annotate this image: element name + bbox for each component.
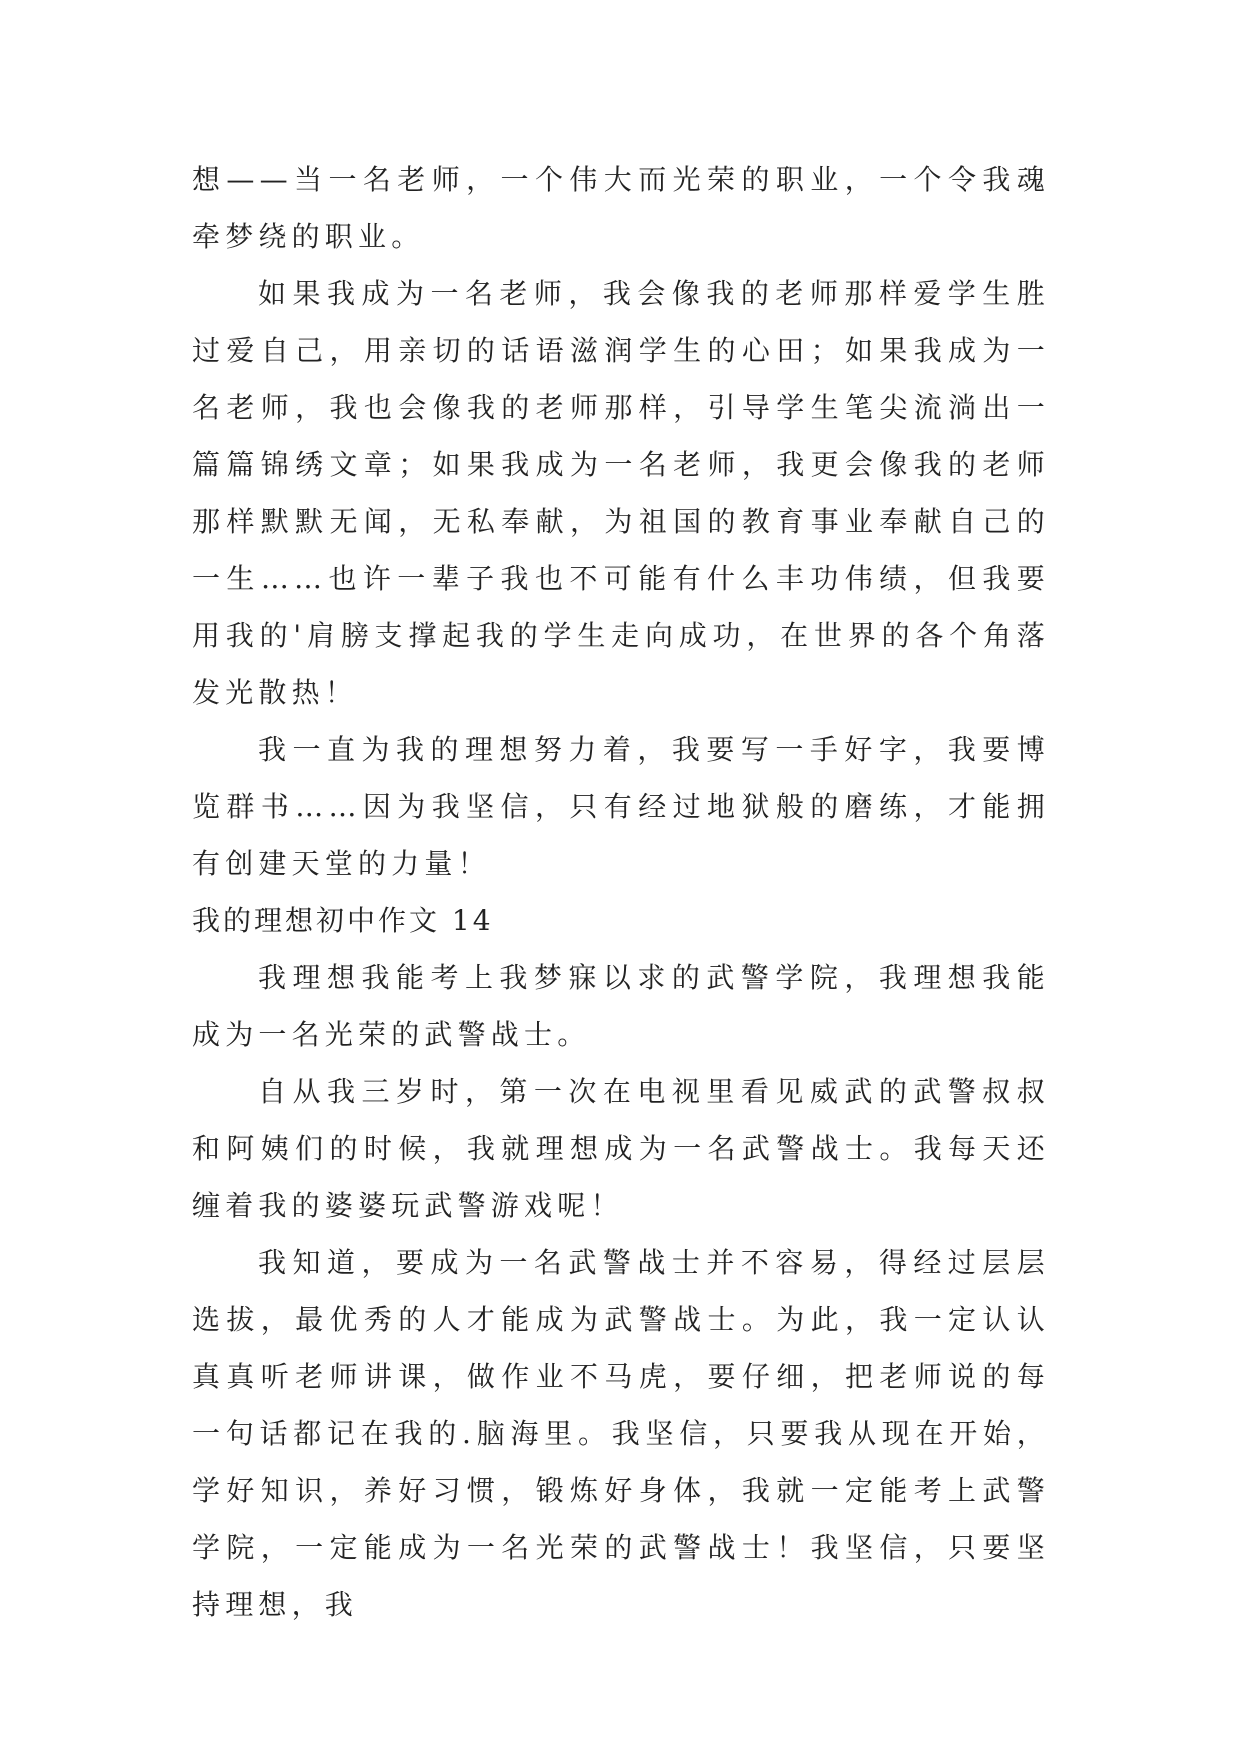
- essay-heading: 我的理想初中作文 14: [192, 904, 494, 937]
- paragraph-6: 我知道，要成为一名武警战士并不容易，得经过层层选拔，最优秀的人才能成为武警战士。为此，我一定认认真真听老师讲课，做作业不马虎，要仔细，把老师说的每一句话都记在我的.脑海里。我坚信，只要我从现在开始，学好知识，养好习惯，锻炼好身体，我就一定能考上武警学院，一定能成为一名光荣的武警战士！我坚信，只要坚持理想，我: [192, 1246, 1050, 1621]
- document-body: [192, 151, 1050, 1633]
- paragraph-3: 我一直为我的理想努力着，我要写一手好字，我要博览群书……因为我坚信，只有经过地狱般的磨练，才能拥有创建天堂的力量！: [192, 733, 1050, 880]
- paragraph-2: 如果我成为一名老师，我会像我的老师那样爱学生胜过爱自己，用亲切的话语滋润学生的心田；如果我成为一名老师，我也会像我的老师那样，引导学生笔尖流淌出一篇篇锦绣文章；如果我成为一名老师，我更会像我的老师那样默默无闻，无私奉献，为祖国的教育事业奉献自己的一生……也许一辈子我也不可能有什么丰功伟绩，但我要用我的'肩膀支撑起我的学生走向成功，在世界的各个角落发光散热！: [192, 277, 1050, 709]
- paragraph-4: 我理想我能考上我梦寐以求的武警学院，我理想我能成为一名光荣的武警战士。: [192, 961, 1050, 1051]
- paragraph-1: 想——当一名老师，一个伟大而光荣的职业，一个令我魂牵梦绕的职业。: [192, 163, 1050, 253]
- paragraph-5: 自从我三岁时，第一次在电视里看见威武的武警叔叔和阿姨们的时候，我就理想成为一名武警战士。我每天还缠着我的婆婆玩武警游戏呢！: [192, 1075, 1050, 1222]
